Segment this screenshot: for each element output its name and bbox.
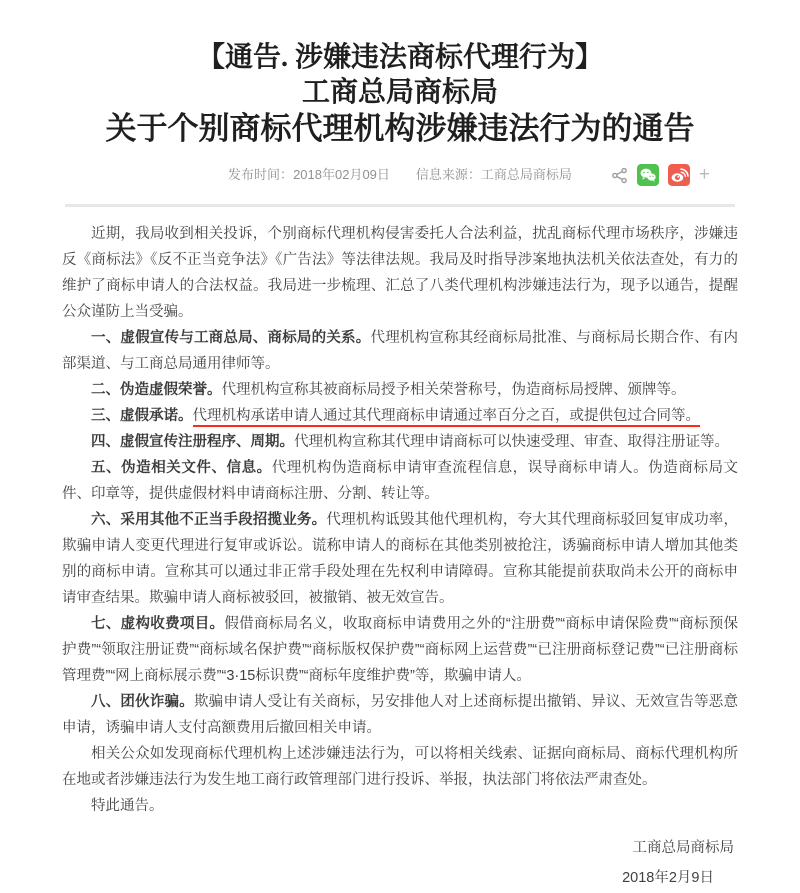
notice-item <box>62 325 738 377</box>
closing-paragraph: 相关公众如发现商标代理机构上述涉嫌违法行为，可以将相关线索、证据向商标局、商标代理机构所在地或者涉嫌违法行为发生地工商行政管理部门进行投诉、举报，执法部门将依法严肃查处。 <box>62 746 738 788</box>
item-heading: 五、伪造相关文件、信息。 <box>91 460 272 476</box>
item-text: 代理机构诋毁其他代理机构，夸大其代理商标驳回复审成功率，欺骗申请人变更代理进行复审或诉讼。谎称申请人的商标在其他类别被抢注，诱骗商标申请人增加其他类别的商标申请。宣称其可以通过非正常手段处理在先权利申请障碍。宣称其能提前获取尚未公开的商标申请审查结果。欺骗申请人商标被驳回，被撤销、被无效宣告。 <box>62 512 739 606</box>
publish-time-value: 2018年02月09日 <box>293 167 390 182</box>
notice-item <box>62 611 738 689</box>
notice-body <box>62 207 738 819</box>
title-line-agency: 工商总局商标局 <box>301 77 498 108</box>
notice-item <box>62 455 738 507</box>
item-heading: 四、虚假宣传注册程序、周期。 <box>91 434 294 450</box>
share-toolbar <box>611 162 710 188</box>
notice-item <box>62 507 738 611</box>
page-title <box>0 0 800 148</box>
publish-time-label: 发布时间： <box>228 167 294 182</box>
item-heading: 七、虚构收费项目。 <box>91 616 225 632</box>
share-icon[interactable] <box>611 167 628 184</box>
final-note: 特此通告。 <box>91 798 164 814</box>
item-text: 欺骗申请人受让有关商标，另安排他人对上述商标提出撤销、异议、无效宣告等恶意申请，诱骗申请人支付高额费用后撤回相关申请。 <box>62 694 739 736</box>
title-line-tag: 【通告. 涉嫌违法商标代理行为】 <box>196 42 603 73</box>
item-heading: 八、团伙诈骗。 <box>91 694 194 710</box>
intro-paragraph: 近期，我局收到相关投诉，个别商标代理机构侵害委托人合法利益，扰乱商标代理市场秩序，涉嫌违反《商标法》《反不正当竞争法》《广告法》等法律法规。我局及时指导涉案地执法机关依法查处，有力的维护了商标申请人的合法权益。我局进一步梳理、汇总了八类代理机构涉嫌违法行为，现予以通告，提醒公众谨防上当受骗。 <box>62 226 738 320</box>
source-label: 信息来源： <box>415 167 481 182</box>
weibo-share-icon[interactable] <box>668 164 690 186</box>
item-text: 假借商标局名义，收取商标申请费用之外的“注册费”“商标申请保险费”“商标预保护费”“领取注册证费”“商标域名保护费”“商标版权保护费”“商标网上运营费”“已注册商标登记费”“已注册商标管理费”“网上商标展示费”“3·15标识费”“商标年度维护费”等，欺骗申请人。 <box>62 616 739 684</box>
title-line-subject: 关于个别商标代理机构涉嫌违法行为的通告 <box>105 111 695 146</box>
signature-agency: 工商总局商标局 <box>632 840 734 856</box>
item-text: 代理机构宣称其代理申请商标可以快速受理、审查、取得注册证等。 <box>294 434 729 450</box>
notice-item <box>62 403 738 429</box>
item-text: 代理机构宣称其经商标局批准、与商标局长期合作、有内部渠道、与工商总局通用律师等。 <box>62 330 739 372</box>
wechat-share-icon[interactable] <box>637 164 659 186</box>
item-text: 代理机构承诺申请人通过其代理商标申请通过率百分之百，或提供包过合同等。 <box>193 408 701 427</box>
item-text: 代理机构宣称其被商标局授予相关荣誉称号，伪造商标局授牌、颁牌等。 <box>221 382 686 398</box>
source-value: 工商总局商标局 <box>480 167 572 182</box>
item-heading: 三、虚假承诺。 <box>91 408 193 424</box>
item-heading: 六、采用其他不正当手段招揽业务。 <box>91 512 327 528</box>
item-text: 代理机构伪造商标申请审查流程信息，误导商标申请人。伪造商标局文件、印章等，提供虚假材料申请商标注册、分割、转让等。 <box>62 460 739 502</box>
signature-date: 2018年2月9日 <box>622 870 714 886</box>
signature-block <box>62 833 738 893</box>
notice-item <box>62 689 738 741</box>
notice-item <box>62 429 738 455</box>
notice-items <box>62 325 738 741</box>
item-heading: 二、伪造虚假荣誉。 <box>91 382 222 398</box>
item-heading: 一、虚假宣传与工商总局、商标局的关系。 <box>91 330 371 346</box>
notice-item <box>62 377 738 403</box>
meta-row <box>0 162 800 188</box>
more-share-icon[interactable]: + <box>698 164 710 185</box>
